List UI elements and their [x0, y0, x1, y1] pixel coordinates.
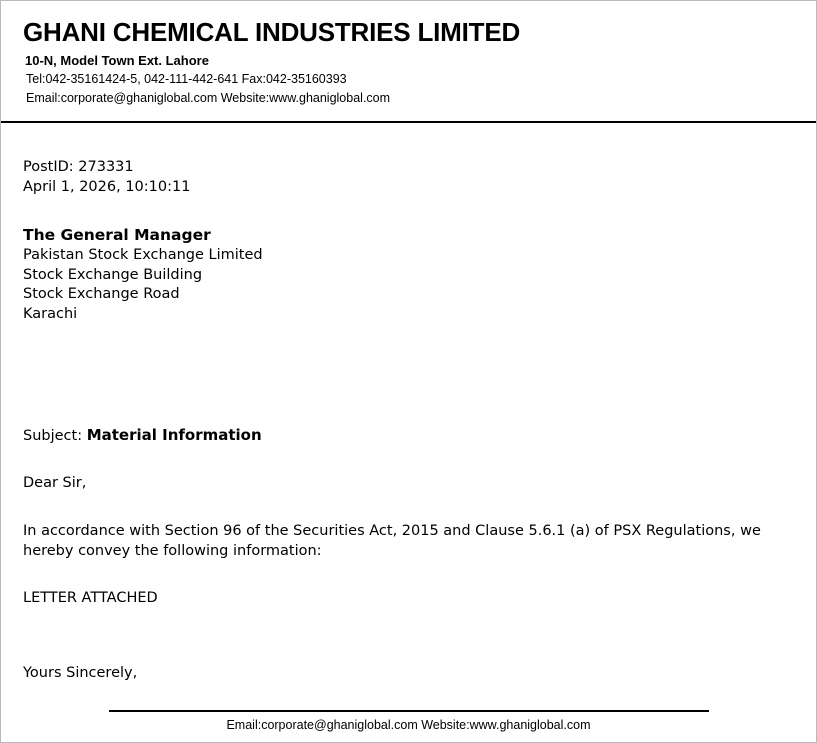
recipient-title: The General Manager: [23, 226, 211, 244]
subject-value: Material Information: [86, 426, 262, 444]
company-email: Email:corporate@ghaniglobal.com Website:www.ghaniglobal.com: [26, 91, 391, 105]
attachment-note: LETTER ATTACHED: [23, 590, 158, 606]
spacer-after-meta: [23, 197, 794, 225]
spacer-before-subject: [23, 324, 794, 388]
letterhead: [1, 1, 816, 114]
footer-contact: Email:corporate@ghaniglobal.com Website:www.ghaniglobal.com: [226, 718, 591, 732]
footer: [1, 710, 816, 734]
company-name: GHANI CHEMICAL INDUSTRIES LIMITED: [23, 17, 521, 47]
spacer-before-subject-2: [23, 388, 794, 426]
post-id: PostID: 273331: [23, 159, 134, 175]
salutation: Dear Sir,: [23, 475, 87, 491]
letter-body: [1, 123, 816, 683]
post-datetime: April 1, 2026, 10:10:11: [23, 179, 191, 195]
company-address: 10-N, Model Town Ext. Lahore: [25, 53, 209, 68]
signoff: Yours Sincerely,: [23, 665, 138, 681]
subject-row: [23, 426, 794, 446]
spacer-before-signoff: [23, 608, 794, 664]
footer-divider: [109, 710, 709, 712]
spacer-top: [23, 123, 794, 157]
spacer-before-paragraph: [23, 493, 794, 521]
company-phone: Tel:042-35161424-5, 042-111-442-641 Fax:042-35160393: [26, 72, 347, 86]
spacer-before-salutation: [23, 446, 794, 474]
body-paragraph: In accordance with Section 96 of the Securities Act, 2015 and Clause 5.6.1 (a) of PSX Regulations, we hereby convey the following information:: [23, 523, 761, 559]
subject-label: Subject:: [23, 428, 83, 444]
recipient-line-2: Stock Exchange Building: [23, 266, 203, 283]
recipient-line-1: Pakistan Stock Exchange Limited: [23, 247, 263, 263]
spacer-before-attachment: [23, 561, 794, 589]
recipient-line-3: Stock Exchange Road: [23, 286, 180, 302]
recipient-line-4: Karachi: [23, 305, 78, 322]
